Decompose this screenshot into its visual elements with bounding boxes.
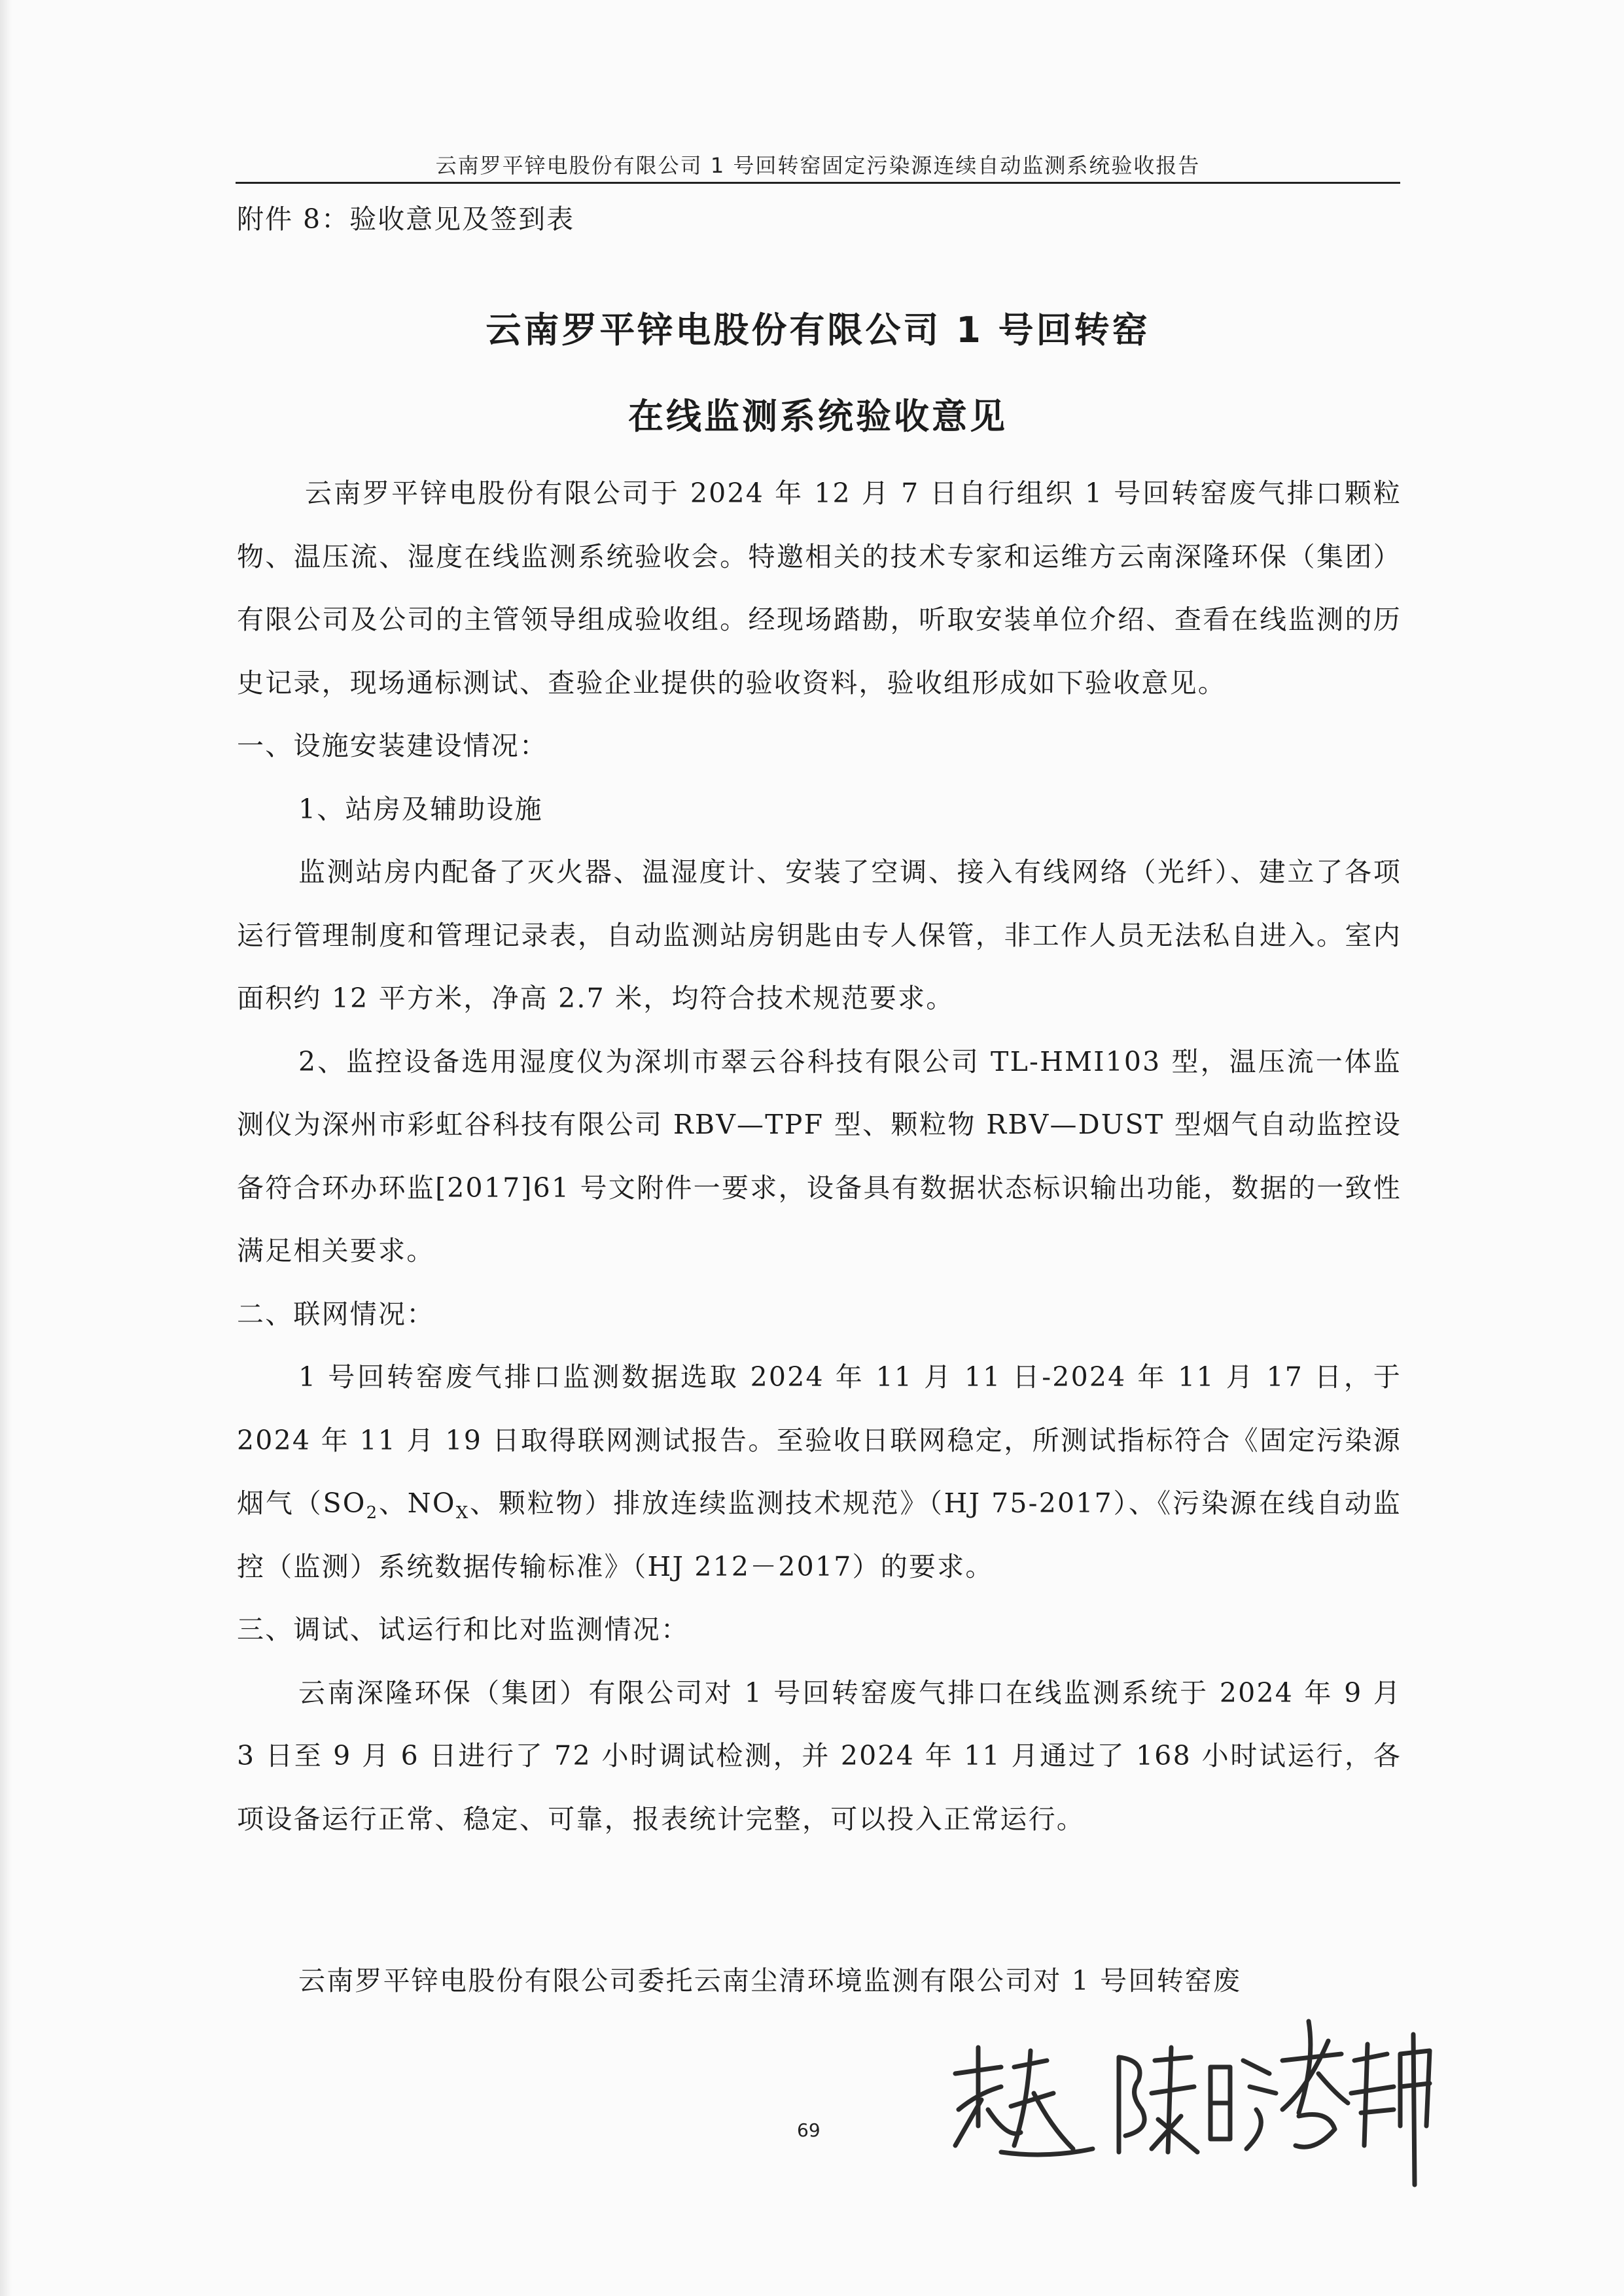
section1-sub2-paragraph: 2、监控设备选用湿度仪为深圳市翠云谷科技有限公司 TL-HMI103 型，温压流一体监测仪为深州市彩虹谷科技有限公司 RBV—TPF 型、颗粒物 RBV—DUST 型烟气自动监控设备符合环办环监[2017]61 号文附件一要求，设备具有数据状态标识输出功能，数据的一致性满足相关要求。	[237, 1045, 1402, 1266]
closing-paragraph: 云南罗平锌电股份有限公司委托云南尘清环境监测有限公司对 1 号回转窑废	[298, 1965, 1242, 1996]
section1-sub1-heading: 1、站房及辅助设施	[298, 793, 543, 825]
section1-sub1-paragraph: 监测站房内配备了灭火器、温湿度计、安装了空调、接入有线网络（光纤）、建立了各项运行管理制度和管理记录表，自动监测站房钥匙由专人保管，非工作人员无法私自进入。室内面积约 12 平方米，净高 2.7 米，均符合技术规范要求。	[237, 856, 1402, 1014]
attachment-label: 附件 8：验收意见及签到表	[237, 203, 575, 235]
section2-paragraph	[237, 1346, 1402, 1598]
signature-2	[1119, 2047, 1276, 2152]
section2-text-a: 1 号回转窑废气排口监测数据选取 2024 年 11 月 11 日-2024 年 11 月 17 日，于 2024 年 11 月 19 日取得联网测试报告。至验收日联网稳定，所测试指标符合《固定污染源烟气（SO	[237, 1361, 1402, 1519]
handwritten-signatures	[942, 1995, 1439, 2191]
section2-text-b: 、NO	[378, 1487, 456, 1519]
page-number: 69	[797, 2119, 821, 2141]
scan-edge	[0, 0, 12, 2296]
signature-1	[955, 2047, 1093, 2155]
document-body	[237, 462, 1402, 1851]
running-header: 云南罗平锌电股份有限公司 1 号回转窑固定污染源连续自动监测系统验收报告	[435, 153, 1201, 178]
section3-heading: 三、调试、试运行和比对监测情况：	[237, 1614, 690, 1645]
header-rule	[236, 182, 1400, 184]
section2-heading: 二、联网情况：	[237, 1298, 435, 1330]
document-title-line1: 云南罗平锌电股份有限公司 1 号回转窑	[485, 309, 1150, 351]
section3-paragraph: 云南深隆环保（集团）有限公司对 1 号回转窑废气排口在线监测系统于 2024 年 9 月 3 日至 9 月 6 日进行了 72 小时调试检测，并 2024 年 11 月通过了 168 小时试运行，各项设备运行正常、稳定、可靠，报表统计完整，可以投入正常运行。	[237, 1677, 1402, 1835]
section1-heading: 一、设施安装建设情况：	[237, 730, 548, 761]
so2-subscript: 2	[366, 1503, 379, 1523]
signature-3	[1282, 2021, 1430, 2185]
document-title-line2: 在线监测系统验收意见	[628, 396, 1008, 437]
nox-subscript: X	[455, 1503, 470, 1523]
section2-text-c: 、颗粒物）排放连续监测技术规范》（HJ 75-2017）、《污染源在线自动监控（监测）系统数据传输标准》（HJ 212－2017）的要求。	[237, 1487, 1402, 1582]
intro-paragraph: 云南罗平锌电股份有限公司于 2024 年 12 月 7 日自行组织 1 号回转窑废气排口颗粒物、温压流、湿度在线监测系统验收会。特邀相关的技术专家和运维方云南深隆环保（集团）有限公司及公司的主管领导组成验收组。经现场踏勘，听取安装单位介绍、查看在线监测的历史记录，现场通标测试、查验企业提供的验收资料，验收组形成如下验收意见。	[237, 478, 1402, 699]
